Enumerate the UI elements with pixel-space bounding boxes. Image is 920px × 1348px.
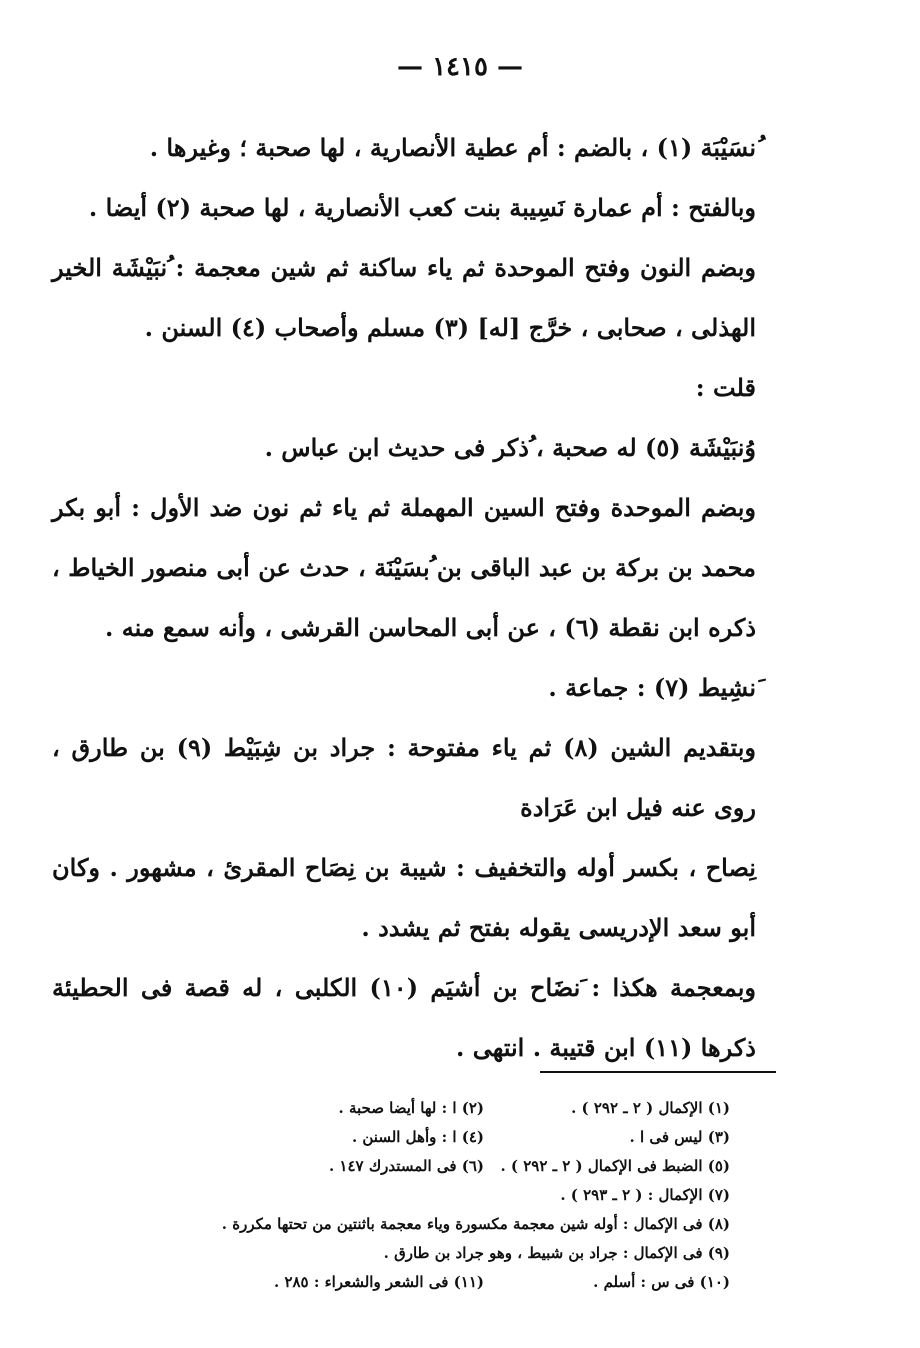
footnote-row — [150, 1181, 730, 1210]
footnote-row — [150, 1094, 730, 1123]
paragraph-nubayshah-suhbah: وُنبَيْشَة (٥) له صحبة ، ُذكر فى حديث ابن عباس . — [264, 433, 756, 462]
footnote-10: (١٠) فى س : أسلم . — [593, 1273, 730, 1291]
paragraph-nisah: نِصاح ، بكسر أوله والتخفيف : شيبة بن نِصَاح المقرئ ، مشهور . وكان أبو سعد الإدريسى يقوله بفتح ثم يشدد . — [52, 853, 756, 942]
paragraph-nadah: وبمعجمة هكذا : َنضَاح بن أشيَم (١٠) الكلبى ، له قصة فى الحطيئة ذكرها (١١) ابن قتيبة . انتهى . — [52, 973, 756, 1062]
paragraph-busaynah: وبضم الموحدة وفتح السين المهملة ثم ياء ثم نون ضد الأول : أبو بكر محمد بن بركة بن عبد الباقى بن ُبسَيْنَة ، حدث عن أبى منصور الخياط ، ذكره ابن نقطة (٦) ، عن أبى المحاسن القرشى ، وأنه سمع منه . — [52, 493, 756, 642]
footnote-row — [150, 1123, 730, 1152]
footnote-row — [150, 1152, 730, 1181]
footnote-1: (١) الإكمال ( ٢ ـ ٢٩٢ ) . — [571, 1099, 730, 1117]
footnote-row — [150, 1268, 730, 1297]
footnote-row — [150, 1239, 730, 1268]
footnote-3: (٣) ليس فى ا . — [629, 1128, 730, 1146]
footnote-6: (٦) فى المستدرك ١٤٧ . — [328, 1157, 484, 1175]
paragraph-nusaybah-damm: ُنسَيْبَة (١) ، بالضم : أم عطية الأنصارية ، لها صحبة ؛ وغيرها . — [149, 133, 756, 162]
footnote-7: (٧) الإكمال : ( ٢ ـ ٢٩٣ ) . — [560, 1186, 730, 1204]
footnote-9: (٩) فى الإكمال : جراد بن شبيط ، وهو جراد بن طارق . — [383, 1244, 730, 1262]
footnote-11: (١١) فى الشعر والشعراء : ٢٨٥ . — [273, 1273, 484, 1291]
footnotes — [150, 1094, 730, 1297]
paragraph-nashit: َنشِيط (٧) : جماعة . — [548, 673, 756, 702]
paragraph-nubayshah-al-khayr: وبضم النون وفتح الموحدة ثم ياء ساكنة ثم شين معجمة : ُنبَيْشَة الخير الهذلى ، صحابى ، خرَّج [له] (٣) مسلم وأصحاب (٤) السنن . — [52, 253, 756, 342]
paragraph-qultu: قلت : — [695, 373, 756, 402]
footnote-divider — [540, 1071, 776, 1073]
footnote-row — [150, 1210, 730, 1239]
main-text — [52, 118, 780, 1078]
page-number: — ١٤١٥ — — [397, 52, 523, 82]
footnote-5: (٥) الضبط فى الإكمال ( ٢ ـ ٢٩٢ ) . — [500, 1157, 730, 1175]
footnote-4: (٤) ا : وأهل السنن . — [351, 1128, 484, 1146]
footnote-8: (٨) فى الإكمال : أوله شين معجمة مكسورة وياء معجمة باثنتين من تحتها مكررة . — [221, 1215, 730, 1233]
paragraph-shubayt: وبتقديم الشين (٨) ثم ياء مفتوحة : جراد بن شِبَيْط (٩) بن طارق ، روى عنه فيل ابن عَرَادة — [52, 733, 756, 822]
footnote-2: (٢) ا : لها أيضا صحبة . — [338, 1099, 484, 1117]
paragraph-nasibah-fath: وبالفتح : أم عمارة نَسِيبة بنت كعب الأنصارية ، لها صحبة (٢) أيضا . — [88, 193, 756, 222]
